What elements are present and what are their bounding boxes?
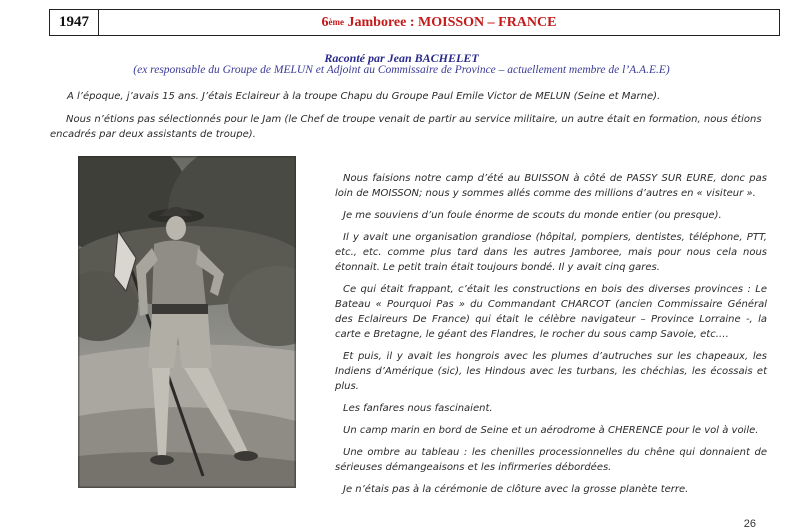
- year-label: 1947: [50, 10, 99, 35]
- page-number: 26: [743, 518, 756, 530]
- intro-paragraph-1: A l’époque, j’avais 15 ans. J’étais Eclaireur à la troupe Chapu du Groupe Paul Emile Victor de MELUN (Seine et Marne).: [67, 91, 661, 102]
- title-text: Jamboree : MOISSON – FRANCE: [344, 14, 557, 30]
- title-superscript: ème: [328, 16, 345, 27]
- narrative-paragraph: Je me souviens d’un foule énorme de scouts du monde entier (ou presque).: [343, 210, 722, 221]
- narrative-paragraph: Nous faisions notre camp d’été au BUISSON à côté de PASSY SUR EURE, donc pas loin de MOISSON; nous y sommes allés comme des millions d’autres en « visiteur ».: [335, 173, 767, 199]
- narrative-paragraph: Ce qui était frappant, c’était les constructions en bois des diverses provinces : Le Bateau « Pourquoi Pas » du Commandant CHARCOT (ancien Commissaire Général des Eclaireurs De France) qui était le célèbre navigateur – Province Lorraine -, la carte e Bretagne, le géant des Flandres, le rocher du sous camp Savoie, etc.…: [335, 284, 767, 340]
- narrative-column: [335, 171, 767, 504]
- intro-paragraph-2: Nous n’étions pas sélectionnés pour le Jam (le Chef de troupe venait de partir au service militaire, un autre était en formation, nous étions encadrés par deux assistants de troupe).: [50, 114, 762, 140]
- narrative-paragraph: Un camp marin en bord de Seine et un aérodrome à CHERENCE pour le vol à voile.: [343, 425, 759, 436]
- header-bar: [49, 9, 780, 36]
- narrative-paragraph: Je n’étais pas à la cérémonie de clôture avec la grosse planète terre.: [343, 484, 689, 495]
- narrative-paragraph: Les fanfares nous fascinaient.: [343, 403, 493, 414]
- author-role: (ex responsable du Groupe de MELUN et Adjoint au Commissaire de Province – actuellement membre de l’A.A.E.E): [133, 64, 670, 76]
- page-title: [99, 10, 779, 35]
- author-line: Raconté par Jean BACHELET: [324, 51, 479, 65]
- title-number: 6: [321, 14, 329, 30]
- narrative-paragraph: Et puis, il y avait les hongrois avec les plumes d’autruches sur les chapeaux, les Indiens d’Amérique (sic), les Hindous avec les turbans, les chéchias, les écossais et plus.: [335, 351, 767, 392]
- narrative-paragraph: Il y avait une organisation grandiose (hôpital, pompiers, dentistes, téléphone, PTT, etc., etc. comme plus tard dans les autres Jamboree, mais pour nous cela nous étonnait. Le petit train était toujours bondé. Il y avait cinq gares.: [335, 232, 767, 273]
- scout-photo: [78, 156, 296, 488]
- scout-photo-image: [78, 156, 296, 488]
- narrative-paragraph: Une ombre au tableau : les chenilles processionnelles du chêne qui donnaient de sérieuses démangeaisons et les infirmeries débordées.: [335, 447, 767, 473]
